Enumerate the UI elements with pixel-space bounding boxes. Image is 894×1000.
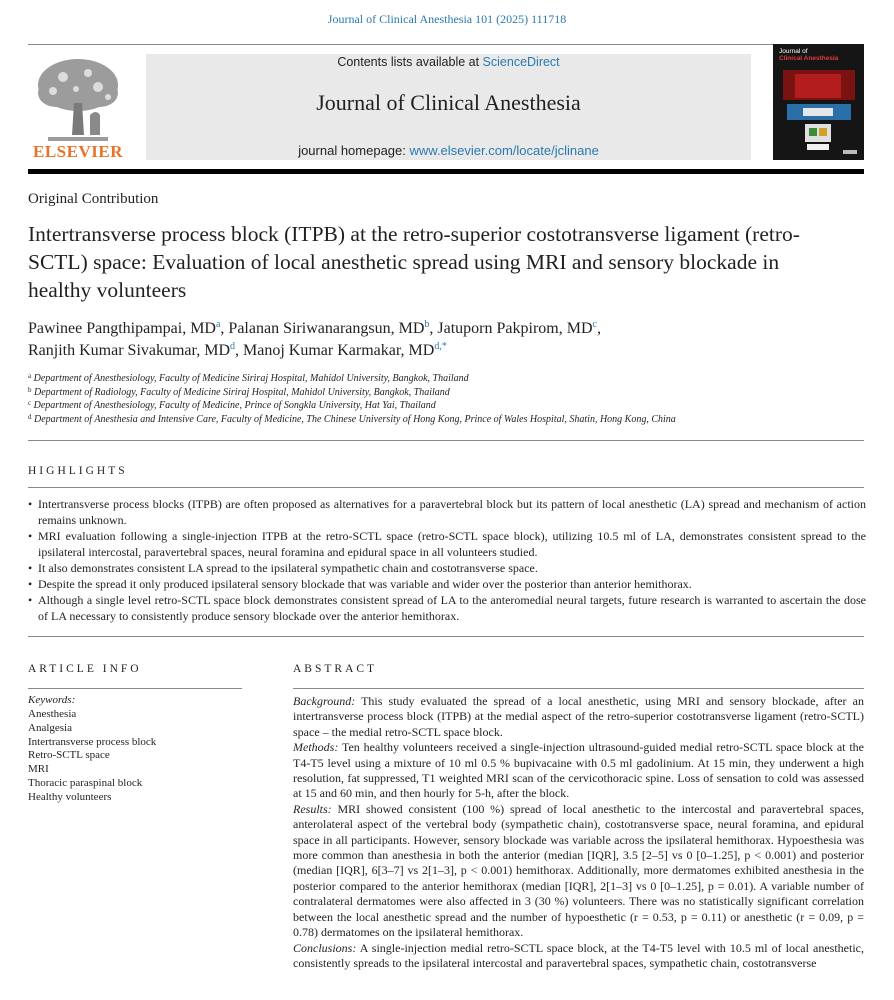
affiliation — [28, 386, 868, 400]
abstract-section-label: Methods: — [293, 740, 339, 755]
article-info-rule — [28, 688, 242, 689]
highlight-item: • Although a single level retro-SCTL space block demonstrates consistent spread of LA to the anteromedial neural targets, future research is warranted to ascertain the dose of LA necessary to consistently produce sensory blockade over the anterior hemithorax. — [28, 592, 866, 624]
keyword[interactable]: Thoracic paraspinal block — [28, 776, 143, 789]
author[interactable] — [28, 342, 235, 359]
highlights-heading: HIGHLIGHTS — [28, 465, 128, 477]
author-separator: , — [220, 320, 229, 337]
contents-line — [146, 55, 751, 69]
affiliation-sup: b — [28, 385, 32, 394]
highlight-item: • It also demonstrates consistent LA spread to the ipsilateral sympathetic chain and costotransverse space. — [28, 560, 866, 576]
keyword[interactable]: Analgesia — [28, 721, 72, 734]
keyword[interactable]: Intertransverse process block — [28, 735, 157, 748]
homepage-prefix: journal homepage: — [298, 143, 410, 158]
affiliation — [28, 372, 868, 386]
abstract-section-text: This study evaluated the spread of a local anesthetic, using MRI and sensory blockade, after an intertransverse process block (ITPB) at the medial aspect of the retro-superior costotransverse ligament (retro-SCTL) space – the medial retro-SCTL space block. — [293, 694, 864, 739]
abstract-section-label: Conclusions: — [293, 940, 357, 955]
author-name: Manoj Kumar Karmakar, MD — [243, 342, 435, 359]
author-list — [28, 318, 868, 362]
highlight-item: • MRI evaluation following a single-injection ITPB at the retro-SCTL space (retro-SCTL space block), utilizing 10.5 ml of LA, demonstrates consistent spread to the ipsilateral intercostal, paravertebral spaces, neural foramina and epidural space in all volunteers studied. — [28, 528, 866, 560]
keywords-label: Keywords: — [28, 694, 76, 706]
author-separator: , — [235, 342, 243, 359]
journal-reference[interactable]: Journal of Clinical Anesthesia 101 (2025) 111718 — [327, 12, 567, 26]
keyword[interactable]: MRI — [28, 763, 49, 776]
affiliation-list — [28, 372, 868, 426]
sciencedirect-link[interactable]: ScienceDirect — [482, 55, 560, 69]
header-top-rule — [28, 44, 864, 45]
author[interactable] — [228, 320, 429, 337]
author-name: Palanan Siriwanarangsun, MD — [228, 320, 425, 337]
elsevier-wordmark: ELSEVIER — [33, 142, 123, 161]
affiliation-sup: d — [28, 412, 32, 421]
highlights-top-rule — [28, 487, 864, 488]
abstract-section-text: Ten healthy volunteers received a single-injection ultrasound-guided medial retro-SCTL space block at the T4-T5 level using a mixture of 10 ml 0.5 % bupivacaine with 0.5 ml gadolinium. At 15 min, they underwent a high resolution, fat suppressed, T1 weighted MRI scan of the cervicothoracic spine. Loss of sensation to cold was assessed at 15 and 60 min, and then hourly for 5-h, after the block. — [293, 740, 864, 801]
abstract-results — [293, 802, 864, 941]
author-name: Pawinee Pangthipampai, MD — [28, 320, 216, 337]
abstract-section-text: A single-injection medial retro-SCTL space block, at the T4-T5 level with 10.5 ml of local anesthetic, consistently spreads to the ipsilateral intercostal and paravertebral spaces, sympathetic chain, costotransverse — [293, 940, 864, 970]
abstract-methods — [293, 740, 864, 802]
abstract-section-label: Results: — [293, 801, 332, 816]
abstract-heading: ABSTRACT — [293, 663, 378, 675]
affiliation-text: Department of Anesthesiology, Faculty of Medicine, Prince of Songkla University, Hat Yai, Thailand — [33, 400, 436, 411]
author-affil-sup[interactable]: d — [230, 341, 235, 352]
author-affil-sup[interactable]: c — [592, 319, 597, 330]
author-affil-sup[interactable]: b — [424, 319, 430, 330]
journal-name: Journal of Clinical Anesthesia — [316, 90, 581, 115]
homepage-line — [146, 143, 751, 158]
cover-title-line2: Clinical Anesthesia — [779, 55, 839, 62]
abstract-section-label: Background: — [293, 694, 356, 708]
keyword[interactable]: Anesthesia — [28, 708, 77, 720]
highlights-bottom-rule — [28, 636, 864, 637]
author-affil-sup[interactable]: a — [215, 319, 221, 330]
abstract-background — [293, 694, 864, 740]
article-category: Original Contribution — [28, 191, 159, 207]
author-separator: , — [596, 320, 601, 337]
author[interactable] — [243, 342, 447, 359]
affiliation-text: Department of Radiology, Faculty of Medicine Siriraj Hospital, Mahidol University, Bangkok, Thailand — [34, 386, 450, 398]
keywords-list — [28, 708, 156, 805]
author-affil-sup[interactable]: d,* — [434, 341, 447, 352]
cover-artwork-icon — [773, 44, 864, 160]
affiliation-sup: a — [28, 372, 32, 380]
author-separator: , — [429, 320, 438, 337]
article-title: Intertransverse process block (ITPB) at the retro-superior costotransverse ligament (retro-SCTL) space: Evaluation of local anesthetic spread using MRI and sensory blockade in healthy volunteers — [28, 222, 800, 302]
highlight-item: • Intertransverse process blocks (ITPB) are often proposed as alternatives for a paravertebral block but its pattern of local anesthetic (LA) spread and mechanism of action remains unknown. — [28, 496, 866, 528]
abstract-conclusions — [293, 941, 864, 972]
journal-banner — [146, 54, 751, 160]
abstract-section-text: MRI showed consistent (100 %) spread of local anesthetic to the intercostal and paravertebral spaces, anterolateral aspect of the vertebral body (sympathetic chain), costotransverse space, neural foramina, and epidural space in all participants. However, sensory blockade was variable across the ipsilateral hemithorax. Hypoesthesia was more common than anesthesia in both the anterior (median [IQR], 3.5 [2–5] vs 0 [0–1.25], p < 0.001) and posterior (median [IQR], 6[3–7] vs 2[1–3], p < 0.001) hemithorax. Additionally, more dermatomes exhibited anesthesia in the posterior compared to the anterior hemithorax (median [IQR], 2[1–3] vs 0 [0–1.25], p = 0.01). A variable number of contralateral dermatomes were also affected in 3 (30 %) volunteers. There was no statistically significant correlation between the local anesthetic spread and the number of hypoesthetic (r = 0.53, p = 0.11) or anesthetic (r = 0.09, p = 0.78) dermatomes on the ipsilateral hemithorax. — [293, 801, 864, 940]
author[interactable] — [28, 320, 220, 337]
affiliation-text: Department of Anesthesia and Intensive Care, Faculty of Medicine, The Chinese University of Hong Kong, Prince of Wales Hospital, Shatin, Hong Kong, China — [34, 413, 676, 425]
keyword[interactable]: Retro-SCTL space — [28, 749, 110, 762]
affiliation — [28, 413, 868, 427]
author-name: Jatuporn Pakpirom, MD — [437, 320, 593, 337]
affiliation-rule — [28, 440, 864, 441]
abstract-body — [293, 694, 864, 971]
homepage-link[interactable]: www.elsevier.com/locate/jclinane — [409, 143, 599, 158]
keyword[interactable]: Healthy volunteers — [28, 790, 112, 803]
abstract-rule — [293, 688, 864, 689]
elsevier-tree-icon — [28, 55, 128, 141]
author[interactable] — [437, 320, 597, 337]
journal-cover[interactable] — [773, 44, 864, 160]
affiliation-text: Department of Anesthesiology, Faculty of Medicine Siriraj Hospital, Mahidol University, Bangkok, Thailand — [33, 373, 469, 384]
cover-title-line1: Journal of — [779, 48, 808, 55]
affiliation-sup: c — [28, 399, 32, 407]
highlights-list — [28, 496, 866, 624]
author-name: Ranjith Kumar Sivakumar, MD — [28, 342, 230, 359]
contents-prefix: Contents lists available at — [337, 55, 483, 69]
highlight-item: • Despite the spread it only produced ipsilateral sensory blockade that was variable and wider over the posterior than anterior hemithorax. — [28, 576, 866, 592]
affiliation — [28, 399, 868, 413]
article-info-heading: ARTICLE INFO — [28, 663, 142, 675]
elsevier-logo[interactable] — [28, 55, 128, 163]
header-thick-rule — [28, 169, 864, 174]
